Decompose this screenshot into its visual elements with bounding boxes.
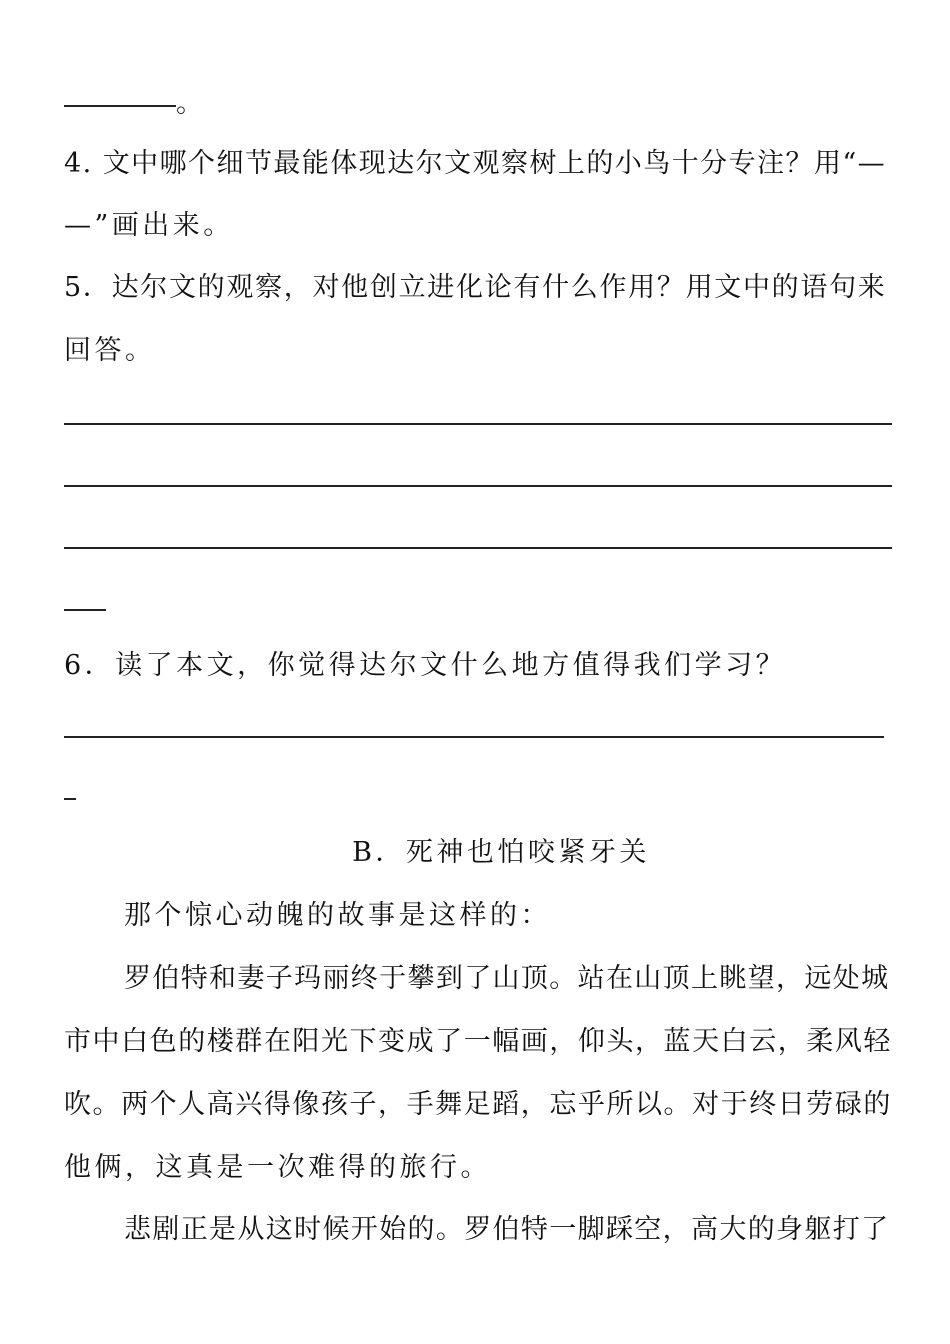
- question-6: 6．读了本文，你觉得达尔文什么地方值得我们学习？: [64, 650, 787, 681]
- answer-line[interactable]: [64, 547, 892, 549]
- passage-paragraph-2-line-1: 罗伯特和妻子玛丽终于攀到了山顶。站在山顶上眺望，远处城: [124, 963, 890, 994]
- passage-paragraph-2-line-2: 市中白色的楼群在阳光下变成了一幅画，仰头，蓝天白云，柔风轻: [64, 1026, 892, 1057]
- question-5-line-2: 回答。: [64, 335, 156, 366]
- passage-paragraph-2-line-3: 吹。两个人高兴得像孩子，手舞足蹈，忘乎所以。对于终日劳碌的: [64, 1089, 892, 1120]
- answer-line[interactable]: [64, 736, 884, 738]
- passage-paragraph-2-line-4: 他俩，这真是一次难得的旅行。: [64, 1152, 491, 1183]
- answer-line-tail[interactable]: [64, 798, 76, 800]
- answer-line[interactable]: [64, 423, 892, 425]
- question-5-line-1: 5．达尔文的观察，对他创立进化论有什么作用？用文中的语句来: [64, 272, 887, 303]
- section-b-title: B．死神也怕咬紧牙关: [352, 837, 650, 868]
- answer-blank-short[interactable]: [64, 105, 176, 107]
- answer-line-tail[interactable]: [64, 609, 106, 611]
- passage-paragraph-3-line-1: 悲剧正是从这时候开始的。罗伯特一脚踩空，高大的身躯打了: [124, 1214, 890, 1245]
- answer-line[interactable]: [64, 485, 892, 487]
- question-4-line-2: —”画出来。: [64, 210, 234, 241]
- answer-end-mark: 。: [176, 88, 207, 119]
- question-4-line-1: 4. 文中哪个细节最能体现达尔文观察树上的小鸟十分专注？用“—: [64, 148, 887, 179]
- passage-paragraph-1: 那个惊心动魄的故事是这样的：: [124, 900, 551, 931]
